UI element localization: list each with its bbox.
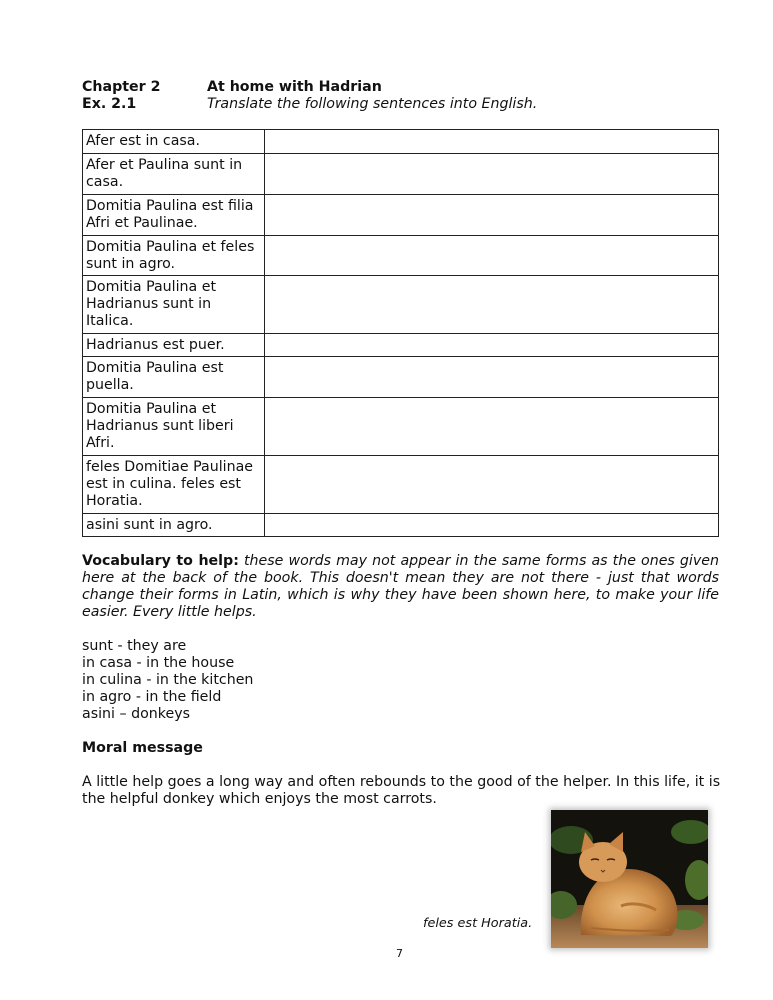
moral-heading: Moral message xyxy=(82,740,203,756)
translation-answer-cell[interactable] xyxy=(265,195,719,236)
chapter-row xyxy=(82,79,722,96)
translation-answer-cell[interactable] xyxy=(265,130,719,154)
table-row xyxy=(83,514,719,537)
vocabulary-item: in casa - in the house xyxy=(82,655,235,671)
moral-text: A little help goes a long way and often rebounds to the good of the helper. In this life, it is the helpful donkey which enjoys the most carrots. xyxy=(82,774,721,807)
translation-answer-cell[interactable] xyxy=(265,154,719,195)
latin-sentence: Afer et Paulina sunt in casa. xyxy=(83,154,265,195)
latin-sentence: Domitia Paulina et Hadrianus sunt liberi Afri. xyxy=(83,398,265,456)
latin-sentence: Domitia Paulina et feles sunt in agro. xyxy=(83,236,265,276)
latin-sentence: Domitia Paulina et Hadrianus sunt in Italica. xyxy=(83,276,265,334)
latin-sentence: Domitia Paulina est filia Afri et Paulinae. xyxy=(83,195,265,236)
exercise-label: Ex. 2.1 xyxy=(82,96,137,112)
page-number: 7 xyxy=(396,947,403,960)
vocabulary-item: in agro - in the field xyxy=(82,689,222,705)
exercise-row xyxy=(82,96,722,113)
vocabulary-heading: Vocabulary to help: xyxy=(82,553,239,569)
vocabulary-intro xyxy=(82,553,719,621)
chapter-label: Chapter 2 xyxy=(82,79,161,95)
table-row xyxy=(83,334,719,357)
table-row xyxy=(83,236,719,276)
chapter-title: At home with Hadrian xyxy=(207,79,382,95)
vocabulary-item: asini – donkeys xyxy=(82,706,190,722)
table-row xyxy=(83,276,719,334)
latin-sentence: Hadrianus est puer. xyxy=(83,334,265,357)
translation-answer-cell[interactable] xyxy=(265,398,719,456)
latin-sentence: feles Domitiae Paulinae est in culina. feles est Horatia. xyxy=(83,456,265,514)
table-row xyxy=(83,357,719,398)
vocabulary-item: in culina - in the kitchen xyxy=(82,672,254,688)
vocabulary-list xyxy=(82,638,253,723)
translation-answer-cell[interactable] xyxy=(265,357,719,398)
latin-sentence: Afer est in casa. xyxy=(83,130,265,154)
translation-answer-cell[interactable] xyxy=(265,236,719,276)
translation-answer-cell[interactable] xyxy=(265,276,719,334)
latin-sentence: Domitia Paulina est puella. xyxy=(83,357,265,398)
latin-sentence: asini sunt in agro. xyxy=(83,514,265,537)
page-header xyxy=(82,79,722,113)
photo-caption: feles est Horatia. xyxy=(423,916,533,931)
exercise-instruction: Translate the following sentences into English. xyxy=(207,96,538,112)
table-row xyxy=(83,130,719,154)
translation-answer-cell[interactable] xyxy=(265,334,719,357)
vocabulary-item: sunt - they are xyxy=(82,638,187,654)
table-row xyxy=(83,195,719,236)
cat-photo xyxy=(551,810,708,948)
translation-table xyxy=(82,129,719,537)
translation-answer-cell[interactable] xyxy=(265,456,719,514)
table-row xyxy=(83,456,719,514)
table-row xyxy=(83,154,719,195)
vocabulary-description: these words may not appear in the same forms as the ones given here at the back of the book. This doesn't mean they are not there - just that words change their forms in Latin, which is why they have been shown here, to make your life easier. Every little helps. xyxy=(82,553,719,620)
translation-answer-cell[interactable] xyxy=(265,514,719,537)
table-row xyxy=(83,398,719,456)
